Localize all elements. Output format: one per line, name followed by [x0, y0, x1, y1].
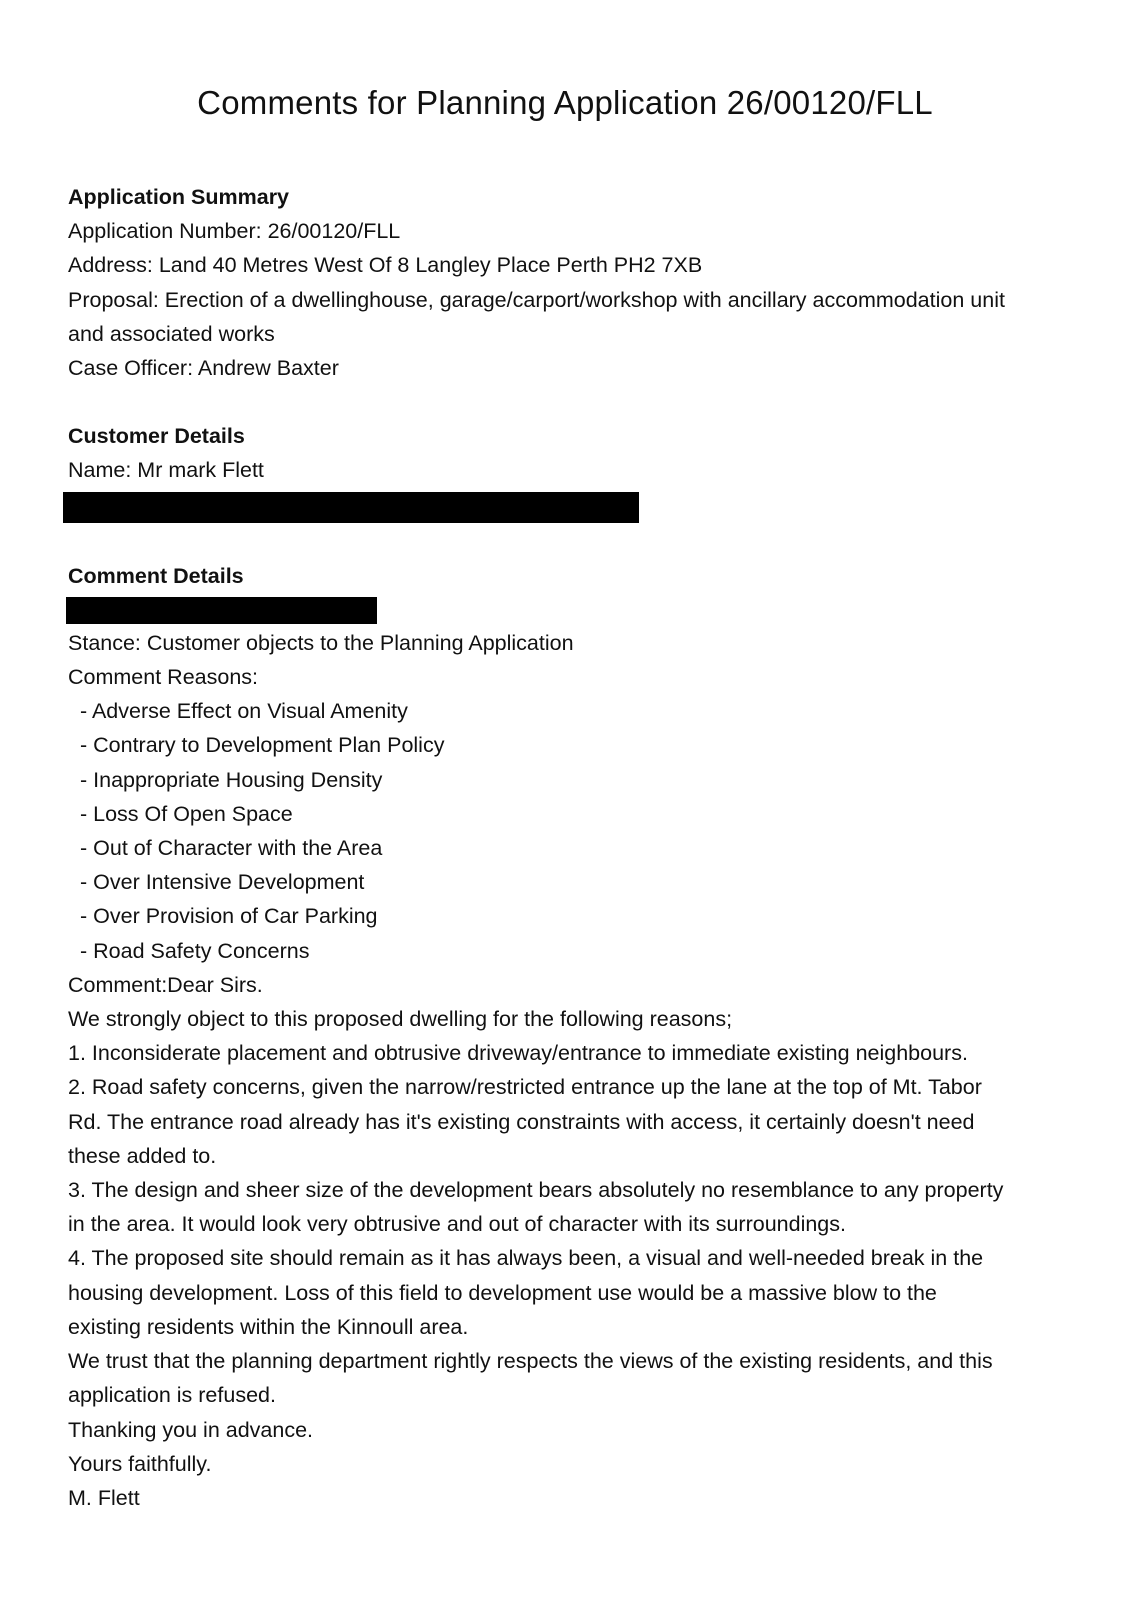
redaction-bar-address [63, 492, 639, 523]
list-item: - Adverse Effect on Visual Amenity [80, 699, 408, 724]
comment-line: application is refused. [68, 1383, 276, 1408]
proposal-line-1: Proposal: Erection of a dwellinghouse, garage/carport/workshop with ancillary accommodation unit [68, 287, 1005, 312]
spacer [68, 527, 1068, 559]
comment-line: 3. The design and sheer size of the development bears absolutely no resemblance to any property [68, 1178, 1004, 1203]
comment-details-section [68, 559, 1068, 1515]
customer-details-section [68, 419, 1068, 522]
list-item: - Contrary to Development Plan Policy [80, 733, 445, 758]
customer-details-heading: Customer Details [68, 424, 245, 449]
application-summary-section [68, 180, 1068, 385]
comment-line: existing residents within the Kinnoull area. [68, 1314, 469, 1339]
application-summary-heading: Application Summary [68, 185, 290, 209]
comment-reasons-list [68, 694, 1068, 968]
application-number: Application Number: 26/00120/FLL [68, 219, 401, 244]
list-item: - Over Intensive Development [80, 870, 365, 895]
comment-details-heading: Comment Details [68, 563, 244, 588]
list-item: - Out of Character with the Area [80, 836, 383, 861]
list-item: - Inappropriate Housing Density [80, 767, 383, 792]
comment-line: Rd. The entrance road already has it's existing constraints with access, it certainly doesn't need [68, 1109, 975, 1134]
comment-line: We trust that the planning department rightly respects the views of the existing residents, and this [68, 1349, 993, 1374]
page-title: Comments for Planning Application 26/00120/FLL [197, 84, 933, 121]
comment-line: 1. Inconsiderate placement and obtrusive driveway/entrance to immediate existing neighbours. [68, 1041, 968, 1066]
comment-reasons-label: Comment Reasons: [68, 665, 258, 690]
comment-line: Thanking you in advance. [68, 1417, 314, 1442]
case-officer: Case Officer: Andrew Baxter [68, 356, 339, 381]
list-item: - Road Safety Concerns [80, 938, 310, 963]
comment-line: 2. Road safety concerns, given the narrow/restricted entrance up the lane at the top of Mt. Tabor [68, 1075, 982, 1100]
proposal-line-2: and associated works [68, 321, 275, 346]
redaction-bar-date [66, 597, 377, 624]
comment-line: in the area. It would look very obtrusive and out of character with its surroundings. [68, 1212, 846, 1237]
spacer [68, 385, 1068, 419]
list-item: - Over Provision of Car Parking [80, 904, 378, 929]
comment-line: these added to. [68, 1143, 217, 1168]
comment-line: We strongly object to this proposed dwelling for the following reasons; [68, 1007, 733, 1032]
list-item: - Loss Of Open Space [80, 801, 293, 826]
comment-line: Comment:Dear Sirs. [68, 972, 263, 997]
comment-line: 4. The proposed site should remain as it has always been, a visual and well-needed break in the [68, 1246, 984, 1271]
comment-line: housing development. Loss of this field to development use would be a massive blow to the [68, 1280, 937, 1305]
customer-name: Name: Mr mark Flett [68, 458, 264, 483]
stance: Stance: Customer objects to the Planning Application [68, 630, 574, 655]
document-body [68, 180, 1068, 1515]
comment-text [68, 968, 1068, 1515]
signature: M. Flett [68, 1485, 140, 1510]
address: Address: Land 40 Metres West Of 8 Langley Place Perth PH2 7XB [68, 253, 703, 278]
comment-line: Yours faithfully. [68, 1451, 212, 1476]
